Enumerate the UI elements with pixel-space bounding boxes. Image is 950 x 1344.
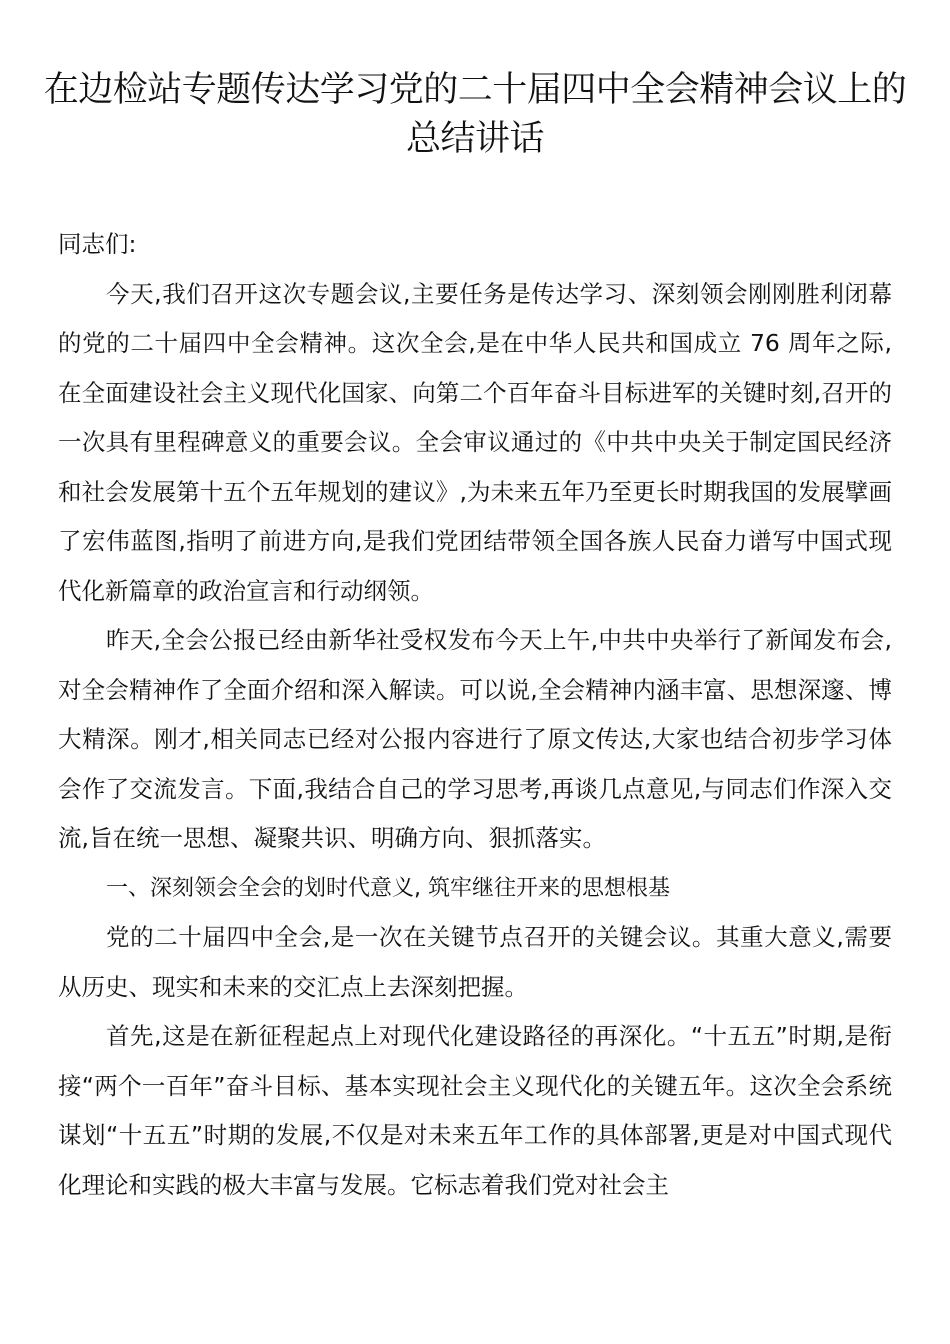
body-paragraph: 今天,我们召开这次专题会议,主要任务是传达学习、深刻领会刚刚胜利闭幕的党的二十届四中全会精神。这次全会,是在中华人民共和国成立 76 周年之际,在全面建设社会主义现代化国家、向第二个百年奋斗目标进军的关键时刻,召开的一次具有里程碑意义的重要会议。全会审议通过的《中共中央关于制定国民经济和社会发展第十五个五年规划的建议》,为未来五年乃至更长时期我国的发展擘画了宏伟蓝图,指明了前进方向,是我们党团结带领全国各族人民奋力谱写中国式现代化新篇章的政治宣言和行动纲领。 xyxy=(58,279,892,605)
greeting: 同志们: xyxy=(58,230,137,258)
document-body xyxy=(58,220,892,1210)
document-title: 在边检站专题传达学习党的二十届四中全会精神会议上的总结讲话 xyxy=(43,70,907,159)
section-heading: 一、深刻领会全会的划时代意义, 筑牢继往开来的思想根基 xyxy=(106,875,670,901)
body-paragraph: 昨天,全会公报已经由新华社受权发布今天上午,中共中央举行了新闻发布会,对全会精神作了全面介绍和深入解读。可以说,全会精神内涵丰富、思想深邃、博大精深。刚才,相关同志已经对公报内容进行了原文传达,大家也结合初步学习体会作了交流发言。下面,我结合自己的学习思考,再谈几点意见,与同志们作深入交流,旨在统一思想、凝聚共识、明确方向、狠抓落实。 xyxy=(58,626,892,852)
body-paragraph: 首先,这是在新征程起点上对现代化建设路径的再深化。“十五五”时期,是衔接“两个一百年”奋斗目标、基本实现社会主义现代化的关键五年。这次全会系统谋划“十五五”时期的发展,不仅是对未来五年工作的具体部署,更是对中国式现代化理论和实践的极大丰富与发展。它标志着我们党对社会主 xyxy=(58,1022,892,1199)
body-paragraph: 党的二十届四中全会,是一次在关键节点召开的关键会议。其重大意义,需要从历史、现实和未来的交汇点上去深刻把握。 xyxy=(58,923,892,1001)
